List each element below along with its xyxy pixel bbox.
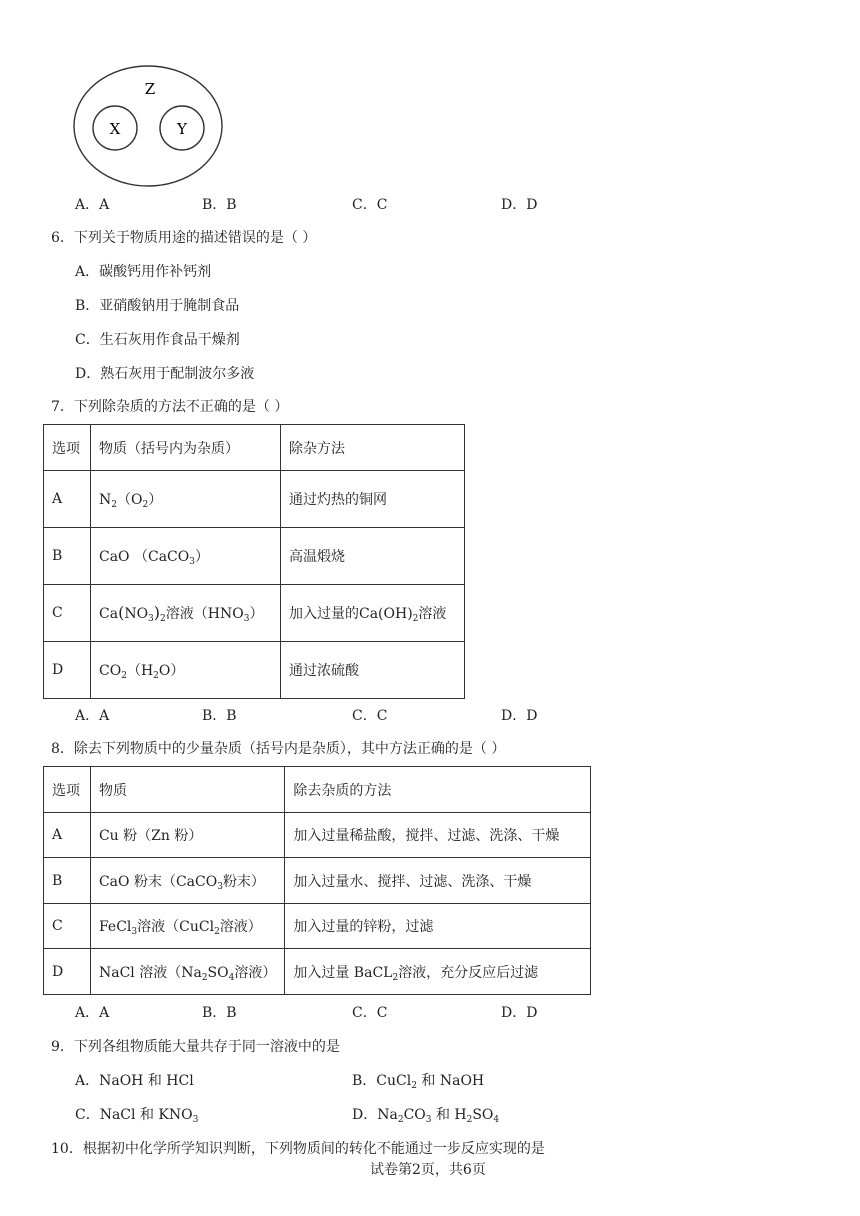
q8-table — [43, 766, 591, 995]
option-text: B．CuCl — [352, 1073, 412, 1089]
q7-header-substance: 物质（括号内为杂质） — [91, 425, 281, 471]
label-x: X — [109, 120, 121, 138]
formula: 粉末） — [222, 873, 265, 890]
q8-row-c-method: 加入过量的锌粉，过滤 — [285, 904, 591, 949]
q7-row-d-method: 通过浓硫酸 — [281, 642, 465, 699]
q6-option-b[interactable]: B．亚硝酸钠用于腌制食品 — [75, 298, 240, 314]
subscript: 2 — [392, 972, 399, 983]
q8-row-b-option: B — [44, 858, 91, 904]
subscript: 2 — [397, 1115, 404, 1125]
subscript: 3 — [425, 1115, 432, 1125]
q7-row-b-option: B — [44, 528, 91, 585]
q8-option-b[interactable]: B．B — [202, 1005, 237, 1021]
label-z: Z — [144, 80, 156, 98]
formula: O — [130, 492, 143, 508]
q8-option-c[interactable]: C．C — [352, 1005, 388, 1021]
formula: H — [140, 663, 154, 679]
formula: ） — [194, 549, 209, 565]
subscript: 2 — [466, 1115, 473, 1125]
formula: NO — [124, 606, 149, 622]
method-text: 溶液 — [418, 606, 447, 622]
q8-row-c-substance — [90, 904, 284, 949]
formula: 溶液） — [219, 919, 262, 935]
q6-option-a[interactable]: A．碳酸钙用作补钙剂 — [75, 264, 212, 280]
q7-option-d[interactable]: D．D — [501, 708, 538, 724]
formula: Ca — [99, 606, 119, 622]
q5-option-c[interactable]: C．C — [352, 197, 388, 213]
q8-header-method: 除去杂质的方法 — [285, 767, 591, 813]
q9-option-c[interactable] — [75, 1106, 198, 1124]
q7-stem: 7．下列除杂质的方法不正确的是（ ） — [51, 399, 289, 415]
q8-row-d-method — [285, 949, 591, 995]
subscript: 2 — [111, 500, 117, 510]
subscript: 2 — [214, 927, 220, 937]
q9-option-d[interactable] — [352, 1106, 499, 1124]
q7-option-c[interactable]: C．C — [352, 708, 388, 724]
formula: O — [158, 663, 171, 679]
q8-row-c-option: C — [44, 904, 91, 949]
page-footer: 试卷第2页，共6页 — [370, 1162, 486, 1178]
q7-row-c-option: C — [44, 585, 91, 642]
q8-header-substance: 物质 — [90, 767, 284, 813]
subscript: 4 — [493, 1115, 500, 1125]
subscript: 2 — [411, 1081, 417, 1091]
table-row — [44, 813, 591, 858]
q6-stem: 6．下列关于物质用途的描述错误的是（ ） — [51, 230, 317, 246]
q9-option-b[interactable] — [352, 1072, 484, 1090]
q8-header-row — [44, 767, 591, 813]
subscript: 2 — [142, 500, 149, 510]
q8-row-a-method: 加入过量稀盐酸，搅拌、过滤、洗涤、干燥 — [285, 813, 591, 858]
table-row — [44, 642, 465, 699]
subscript: 2 — [412, 614, 419, 624]
formula: FeCl — [98, 919, 132, 935]
formula: 溶液（CuCl — [137, 919, 215, 935]
formula: N — [99, 492, 112, 508]
subscript: 3 — [217, 881, 223, 892]
q7-header-method: 除杂方法 — [281, 425, 465, 471]
subscript: 3 — [148, 614, 154, 624]
table-row — [44, 585, 465, 642]
subscript: 3 — [192, 1115, 199, 1125]
method-text: 溶液，充分反应后过滤 — [398, 964, 539, 981]
table-row — [44, 949, 591, 995]
q7-header-row — [44, 425, 465, 471]
formula: ） — [249, 606, 264, 622]
subscript: 2 — [153, 671, 159, 681]
q5-option-b[interactable]: B．B — [202, 197, 237, 213]
q7-row-a-method: 通过灼热的铜网 — [281, 471, 465, 528]
subscript: 2 — [121, 671, 127, 681]
q8-row-b-method: 加入过量水、搅拌、过滤、洗涤、干燥 — [285, 858, 591, 904]
option-text: C．NaCl 和 KNO — [75, 1107, 193, 1123]
option-text: D．Na — [352, 1107, 398, 1123]
table-row — [44, 904, 591, 949]
q8-stem: 8．除去下列物质中的少量杂质（括号内是杂质），其中方法正确的是（ ） — [51, 741, 506, 757]
q6-option-c[interactable]: C．生石灰用作食品干燥剂 — [75, 332, 240, 348]
option-text: 和 H — [431, 1107, 467, 1123]
q7-row-c-substance: $Ca(NO_3)_2$溶液$(HNO_3)$ — [91, 585, 281, 642]
subscript: 2 — [201, 972, 208, 983]
q9-stem: 9．下列各组物质能大量共存于同一溶液中的是 — [51, 1039, 340, 1055]
formula: CaO 粉末（CaCO — [98, 873, 218, 890]
q10-stem: 10．根据初中化学所学知识判断，下列物质间的转化不能通过一步反应实现的是 — [51, 1141, 545, 1157]
q7-option-a[interactable]: A．A — [75, 708, 110, 724]
q8-row-a-option: A — [44, 813, 91, 858]
formula: NaCl 溶液（Na — [98, 964, 202, 981]
q8-option-a[interactable]: A．A — [75, 1005, 110, 1021]
q8-row-b-substance — [90, 858, 284, 904]
q8-row-d-option: D — [44, 949, 91, 995]
formula: CaO （CaCO — [99, 549, 190, 565]
table-row — [44, 858, 591, 904]
q9-option-a[interactable]: A．NaOH 和 HCl — [75, 1073, 194, 1089]
q7-row-d-substance: $CO_2(H_2O)$ — [91, 642, 281, 699]
subscript: 3 — [131, 927, 138, 937]
formula: 溶液（HNO — [165, 606, 244, 622]
q8-row-a-substance: Cu 粉（Zn 粉） — [90, 813, 284, 858]
formula: CO — [99, 663, 122, 679]
q7-row-a-substance: $N_2(O_2)$ — [91, 471, 281, 528]
subscript: 4 — [228, 972, 235, 983]
formula: 溶液） — [234, 964, 277, 981]
option-text: CO — [403, 1107, 426, 1123]
option-text: SO — [472, 1107, 494, 1123]
q5-option-a[interactable]: A．A — [75, 197, 110, 213]
q7-row-b-method: 高温煅烧 — [281, 528, 465, 585]
label-y: Y — [177, 120, 187, 138]
q8-row-d-substance — [90, 949, 284, 995]
subscript: 2 — [160, 614, 166, 624]
venn-diagram — [70, 60, 230, 190]
method-text: 加入过量 BaCL — [293, 964, 393, 981]
q7-row-d-option: D — [44, 642, 91, 699]
option-text: 和 NaOH — [416, 1073, 485, 1089]
q7-row-b-substance — [91, 528, 281, 585]
q7-row-a-option: A — [44, 471, 91, 528]
q7-row-c-method — [281, 585, 465, 642]
q7-table — [43, 424, 465, 699]
subscript: 3 — [243, 614, 250, 624]
q7-header-option: 选项 — [44, 425, 91, 471]
formula: SO — [207, 964, 229, 981]
method-text: 加入过量的Ca(OH) — [289, 606, 413, 622]
q6-option-d[interactable]: D．熟石灰用于配制波尔多液 — [75, 366, 255, 382]
subscript: 3 — [189, 557, 195, 567]
q5-option-d[interactable]: D．D — [501, 197, 538, 213]
table-row — [44, 471, 465, 528]
q8-option-d[interactable]: D．D — [501, 1005, 538, 1021]
q8-header-option: 选项 — [44, 767, 91, 813]
table-row — [44, 528, 465, 585]
q7-option-b[interactable]: B．B — [202, 708, 237, 724]
